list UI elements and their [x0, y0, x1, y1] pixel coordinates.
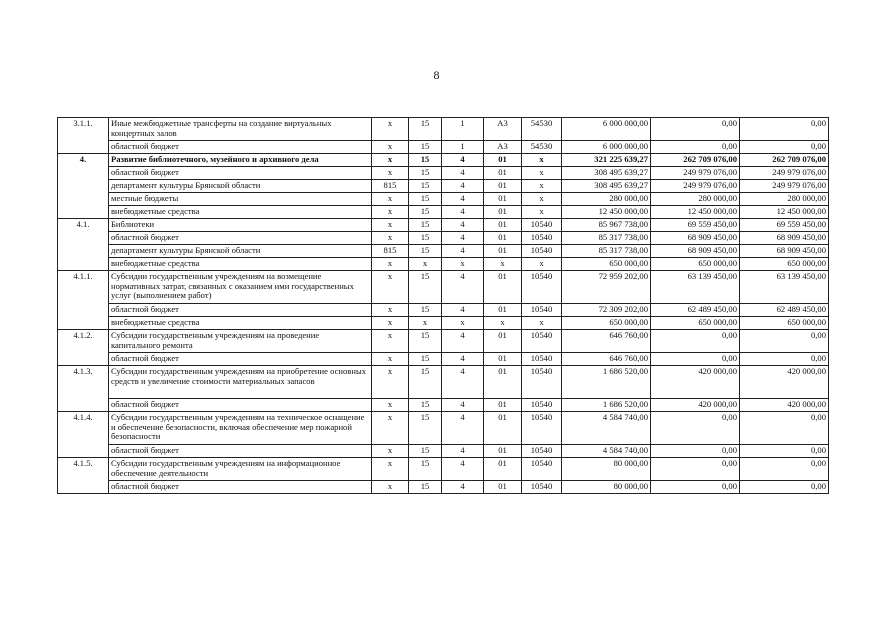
row-amount-year3-cell: 0,00 [740, 412, 829, 445]
row-rz-cell: 15 [409, 193, 442, 206]
row-name-cell: внебюджетные средства [109, 258, 372, 271]
row-amount-year3-cell: 650 000,00 [740, 317, 829, 330]
row-name-cell: внебюджетные средства [109, 317, 372, 330]
row-program-code-cell: 01 [484, 271, 522, 304]
row-amount-year3-cell: 650 000,00 [740, 258, 829, 271]
row-amount-year1-cell: 85 317 738,00 [562, 245, 651, 258]
row-program-code-cell: A3 [484, 118, 522, 141]
table-row [58, 180, 829, 193]
table-row [58, 271, 829, 304]
row-name-cell: областной бюджет [109, 353, 372, 366]
row-rz-cell: 15 [409, 232, 442, 245]
row-amount-year2-cell: 262 709 076,00 [651, 154, 740, 167]
row-amount-year2-cell: 68 909 450,00 [651, 245, 740, 258]
table-row [58, 445, 829, 458]
row-amount-year1-cell: 308 495 639,27 [562, 180, 651, 193]
row-amount-year3-cell: 0,00 [740, 481, 829, 494]
row-pr-cell: 4 [442, 304, 484, 317]
row-pr-cell: 1 [442, 141, 484, 154]
row-program-code-cell: 01 [484, 167, 522, 180]
row-amount-year2-cell: 68 909 450,00 [651, 232, 740, 245]
row-amount-year2-cell: 0,00 [651, 412, 740, 445]
row-amount-year2-cell: 12 450 000,00 [651, 206, 740, 219]
row-rz-cell: 15 [409, 330, 442, 353]
row-pr-cell: 4 [442, 271, 484, 304]
table-row [58, 232, 829, 245]
row-amount-year2-cell: 0,00 [651, 141, 740, 154]
row-rz-cell: 15 [409, 271, 442, 304]
row-name-cell: местные бюджеты [109, 193, 372, 206]
row-name-cell: Развитие библиотечного, музейного и архивного дела [109, 154, 372, 167]
row-direction-code-cell: x [522, 258, 562, 271]
row-name-cell: областной бюджет [109, 304, 372, 317]
row-grbs-cell: x [372, 193, 409, 206]
row-number-cell: 4. [58, 154, 109, 219]
table-row [58, 317, 829, 330]
budget-table [57, 117, 829, 494]
row-program-code-cell: 01 [484, 193, 522, 206]
table-row [58, 353, 829, 366]
row-program-code-cell: 01 [484, 458, 522, 481]
row-grbs-cell: 815 [372, 245, 409, 258]
row-grbs-cell: x [372, 445, 409, 458]
row-amount-year2-cell: 650 000,00 [651, 317, 740, 330]
row-amount-year1-cell: 12 450 000,00 [562, 206, 651, 219]
row-amount-year2-cell: 249 979 076,00 [651, 180, 740, 193]
row-program-code-cell: 01 [484, 366, 522, 399]
table-row [58, 330, 829, 353]
row-program-code-cell: 01 [484, 206, 522, 219]
row-amount-year2-cell: 420 000,00 [651, 399, 740, 412]
row-number-cell: 4.1.4. [58, 412, 109, 458]
row-direction-code-cell: 10540 [522, 271, 562, 304]
row-number-cell: 4.1.1. [58, 271, 109, 330]
row-rz-cell: 15 [409, 366, 442, 399]
row-name-cell: департамент культуры Брянской области [109, 245, 372, 258]
row-amount-year2-cell: 0,00 [651, 330, 740, 353]
row-name-cell: Субсидии государственным учреждениям на техническое оснащение и обеспечение безопасности, включая обеспечение мер пожарной безопасности [109, 412, 372, 445]
row-rz-cell: 15 [409, 399, 442, 412]
row-rz-cell: x [409, 258, 442, 271]
table-row [58, 141, 829, 154]
row-pr-cell: 4 [442, 193, 484, 206]
table-row [58, 245, 829, 258]
row-amount-year1-cell: 1 686 520,00 [562, 366, 651, 399]
row-program-code-cell: 01 [484, 353, 522, 366]
row-pr-cell: 4 [442, 154, 484, 167]
table-row [58, 399, 829, 412]
row-amount-year3-cell: 0,00 [740, 458, 829, 481]
row-direction-code-cell: 10540 [522, 481, 562, 494]
row-amount-year3-cell: 62 489 450,00 [740, 304, 829, 317]
row-pr-cell: x [442, 317, 484, 330]
row-rz-cell: 15 [409, 118, 442, 141]
row-pr-cell: 4 [442, 245, 484, 258]
row-program-code-cell: 01 [484, 330, 522, 353]
row-pr-cell: 4 [442, 219, 484, 232]
row-amount-year3-cell: 0,00 [740, 330, 829, 353]
row-rz-cell: 15 [409, 245, 442, 258]
row-pr-cell: x [442, 258, 484, 271]
row-direction-code-cell: x [522, 167, 562, 180]
row-amount-year1-cell: 4 584 740,00 [562, 445, 651, 458]
row-amount-year1-cell: 72 309 202,00 [562, 304, 651, 317]
row-name-cell: областной бюджет [109, 232, 372, 245]
row-amount-year2-cell: 280 000,00 [651, 193, 740, 206]
row-name-cell: Иные межбюджетные трансферты на создание виртуальных концертных залов [109, 118, 372, 141]
row-program-code-cell: 01 [484, 180, 522, 193]
row-name-cell: Субсидии государственным учреждениям на приобретение основных средств и увеличение стоимости материальных запасов [109, 366, 372, 399]
row-program-code-cell: 01 [484, 219, 522, 232]
row-number-cell: 4.1. [58, 219, 109, 271]
table-row [58, 219, 829, 232]
row-grbs-cell: x [372, 118, 409, 141]
row-name-cell: Субсидии государственным учреждениям на возмещение нормативных затрат, связанных с оказанием ими государственных услуг (выполнением работ) [109, 271, 372, 304]
row-grbs-cell: x [372, 219, 409, 232]
row-rz-cell: 15 [409, 167, 442, 180]
row-direction-code-cell: 10540 [522, 232, 562, 245]
table-row [58, 458, 829, 481]
row-amount-year1-cell: 80 000,00 [562, 458, 651, 481]
table-row [58, 154, 829, 167]
row-rz-cell: 15 [409, 458, 442, 481]
row-pr-cell: 4 [442, 445, 484, 458]
row-grbs-cell: x [372, 141, 409, 154]
row-direction-code-cell: 10540 [522, 219, 562, 232]
row-amount-year3-cell: 0,00 [740, 353, 829, 366]
row-name-cell: департамент культуры Брянской области [109, 180, 372, 193]
row-amount-year1-cell: 280 000,00 [562, 193, 651, 206]
row-amount-year1-cell: 321 225 639,27 [562, 154, 651, 167]
row-direction-code-cell: 10540 [522, 353, 562, 366]
row-rz-cell: 15 [409, 481, 442, 494]
table-row [58, 412, 829, 445]
row-amount-year1-cell: 6 000 000,00 [562, 141, 651, 154]
row-amount-year1-cell: 6 000 000,00 [562, 118, 651, 141]
row-direction-code-cell: 10540 [522, 330, 562, 353]
row-grbs-cell: x [372, 458, 409, 481]
table-row [58, 366, 829, 399]
row-grbs-cell: x [372, 206, 409, 219]
table-row [58, 193, 829, 206]
row-number-cell: 4.1.2. [58, 330, 109, 366]
row-program-code-cell: 01 [484, 399, 522, 412]
row-grbs-cell: x [372, 304, 409, 317]
row-direction-code-cell: 10540 [522, 366, 562, 399]
row-program-code-cell: 01 [484, 412, 522, 445]
row-rz-cell: 15 [409, 219, 442, 232]
row-pr-cell: 4 [442, 458, 484, 481]
row-direction-code-cell: 54530 [522, 141, 562, 154]
row-grbs-cell: x [372, 232, 409, 245]
row-grbs-cell: x [372, 412, 409, 445]
row-name-cell: Субсидии государственным учреждениям на проведение капитального ремонта [109, 330, 372, 353]
row-amount-year2-cell: 650 000,00 [651, 258, 740, 271]
row-grbs-cell: x [372, 481, 409, 494]
row-amount-year3-cell: 262 709 076,00 [740, 154, 829, 167]
row-amount-year1-cell: 72 959 202,00 [562, 271, 651, 304]
row-direction-code-cell: x [522, 180, 562, 193]
row-name-cell: областной бюджет [109, 399, 372, 412]
row-grbs-cell: x [372, 154, 409, 167]
row-program-code-cell: 01 [484, 245, 522, 258]
row-pr-cell: 4 [442, 366, 484, 399]
row-amount-year3-cell: 68 909 450,00 [740, 245, 829, 258]
table-row [58, 167, 829, 180]
row-direction-code-cell: 10540 [522, 445, 562, 458]
row-direction-code-cell: x [522, 317, 562, 330]
row-direction-code-cell: 10540 [522, 245, 562, 258]
row-program-code-cell: x [484, 258, 522, 271]
table-row [58, 206, 829, 219]
row-program-code-cell: 01 [484, 232, 522, 245]
row-grbs-cell: x [372, 271, 409, 304]
row-name-cell: областной бюджет [109, 141, 372, 154]
row-amount-year1-cell: 650 000,00 [562, 317, 651, 330]
row-rz-cell: 15 [409, 445, 442, 458]
row-amount-year1-cell: 4 584 740,00 [562, 412, 651, 445]
row-amount-year1-cell: 1 686 520,00 [562, 399, 651, 412]
row-pr-cell: 4 [442, 180, 484, 193]
row-amount-year3-cell: 249 979 076,00 [740, 167, 829, 180]
row-name-cell: Библиотеки [109, 219, 372, 232]
table-row [58, 258, 829, 271]
row-amount-year1-cell: 80 000,00 [562, 481, 651, 494]
row-rz-cell: 15 [409, 141, 442, 154]
row-amount-year2-cell: 0,00 [651, 118, 740, 141]
page-number: 8 [433, 68, 440, 82]
row-direction-code-cell: x [522, 206, 562, 219]
row-name-cell: областной бюджет [109, 167, 372, 180]
row-pr-cell: 1 [442, 118, 484, 141]
row-amount-year2-cell: 0,00 [651, 445, 740, 458]
row-amount-year3-cell: 420 000,00 [740, 366, 829, 399]
row-pr-cell: 4 [442, 353, 484, 366]
row-pr-cell: 4 [442, 206, 484, 219]
row-grbs-cell: x [372, 399, 409, 412]
row-grbs-cell: x [372, 353, 409, 366]
row-amount-year2-cell: 69 559 450,00 [651, 219, 740, 232]
row-program-code-cell: 01 [484, 304, 522, 317]
row-amount-year3-cell: 280 000,00 [740, 193, 829, 206]
row-grbs-cell: x [372, 317, 409, 330]
row-name-cell: областной бюджет [109, 445, 372, 458]
row-grbs-cell: x [372, 330, 409, 353]
row-direction-code-cell: 54530 [522, 118, 562, 141]
row-rz-cell: 15 [409, 154, 442, 167]
row-amount-year2-cell: 63 139 450,00 [651, 271, 740, 304]
row-program-code-cell: x [484, 317, 522, 330]
row-direction-code-cell: 10540 [522, 399, 562, 412]
row-rz-cell: 15 [409, 304, 442, 317]
row-rz-cell: x [409, 317, 442, 330]
row-amount-year2-cell: 0,00 [651, 353, 740, 366]
row-amount-year3-cell: 420 000,00 [740, 399, 829, 412]
row-program-code-cell: 01 [484, 154, 522, 167]
row-name-cell: областной бюджет [109, 481, 372, 494]
row-amount-year1-cell: 646 760,00 [562, 330, 651, 353]
row-name-cell: внебюджетные средства [109, 206, 372, 219]
row-amount-year3-cell: 0,00 [740, 141, 829, 154]
row-amount-year3-cell: 249 979 076,00 [740, 180, 829, 193]
row-pr-cell: 4 [442, 232, 484, 245]
table-row [58, 304, 829, 317]
row-number-cell: 3.1.1. [58, 118, 109, 154]
row-pr-cell: 4 [442, 399, 484, 412]
row-pr-cell: 4 [442, 167, 484, 180]
row-amount-year3-cell: 69 559 450,00 [740, 219, 829, 232]
row-amount-year1-cell: 85 967 738,00 [562, 219, 651, 232]
row-pr-cell: 4 [442, 412, 484, 445]
budget-table-body [58, 118, 829, 494]
row-program-code-cell: 01 [484, 481, 522, 494]
row-direction-code-cell: 10540 [522, 458, 562, 481]
row-program-code-cell: A3 [484, 141, 522, 154]
row-program-code-cell: 01 [484, 445, 522, 458]
row-amount-year3-cell: 0,00 [740, 118, 829, 141]
row-grbs-cell: 815 [372, 180, 409, 193]
row-amount-year2-cell: 0,00 [651, 458, 740, 481]
row-amount-year2-cell: 420 000,00 [651, 366, 740, 399]
row-grbs-cell: x [372, 366, 409, 399]
row-rz-cell: 15 [409, 412, 442, 445]
row-number-cell: 4.1.5. [58, 458, 109, 494]
row-amount-year2-cell: 0,00 [651, 481, 740, 494]
row-amount-year3-cell: 63 139 450,00 [740, 271, 829, 304]
row-pr-cell: 4 [442, 481, 484, 494]
row-direction-code-cell: 10540 [522, 304, 562, 317]
table-row [58, 481, 829, 494]
row-number-cell: 4.1.3. [58, 366, 109, 412]
row-rz-cell: 15 [409, 206, 442, 219]
row-rz-cell: 15 [409, 353, 442, 366]
row-rz-cell: 15 [409, 180, 442, 193]
table-row [58, 118, 829, 141]
row-pr-cell: 4 [442, 330, 484, 353]
row-amount-year1-cell: 85 317 738,00 [562, 232, 651, 245]
row-amount-year1-cell: 650 000,00 [562, 258, 651, 271]
row-amount-year3-cell: 12 450 000,00 [740, 206, 829, 219]
row-grbs-cell: x [372, 258, 409, 271]
row-amount-year2-cell: 249 979 076,00 [651, 167, 740, 180]
row-amount-year3-cell: 68 909 450,00 [740, 232, 829, 245]
row-direction-code-cell: 10540 [522, 412, 562, 445]
row-amount-year2-cell: 62 489 450,00 [651, 304, 740, 317]
row-name-cell: Субсидии государственным учреждениям на информационное обеспечение деятельности [109, 458, 372, 481]
row-amount-year1-cell: 646 760,00 [562, 353, 651, 366]
row-grbs-cell: x [372, 167, 409, 180]
row-amount-year3-cell: 0,00 [740, 445, 829, 458]
row-direction-code-cell: x [522, 154, 562, 167]
row-direction-code-cell: x [522, 193, 562, 206]
row-amount-year1-cell: 308 495 639,27 [562, 167, 651, 180]
